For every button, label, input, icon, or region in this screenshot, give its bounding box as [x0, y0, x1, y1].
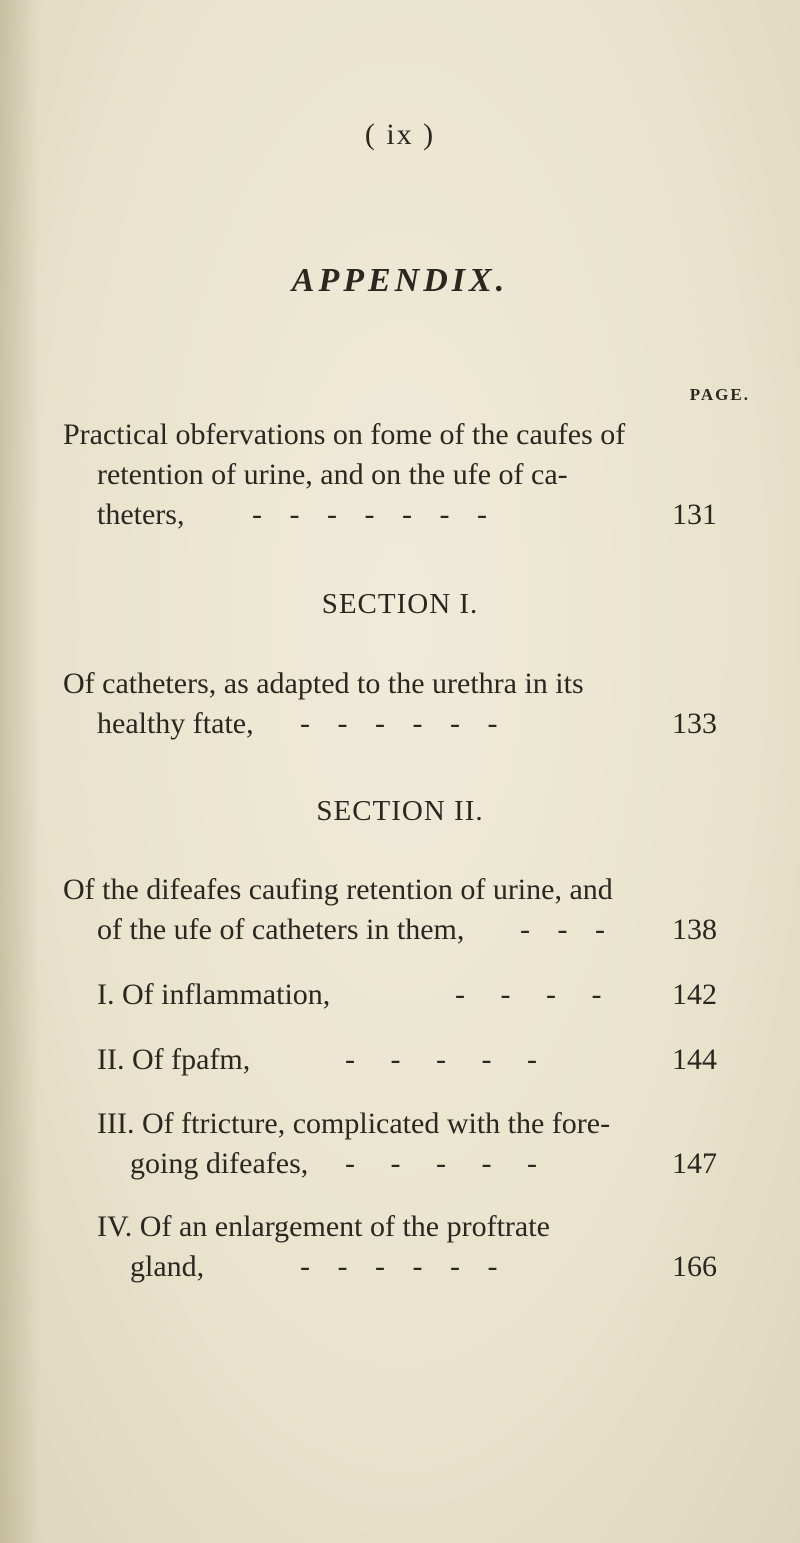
- page-folio: ( ix ): [364, 118, 436, 151]
- leader-dashes: - - -: [520, 913, 615, 946]
- toc-page-number: 131: [672, 498, 717, 531]
- toc-page-number: 144: [672, 1043, 717, 1076]
- section-heading: SECTION II.: [316, 795, 484, 827]
- toc-entry-text: theters,: [97, 498, 185, 531]
- section-heading: SECTION I.: [321, 588, 479, 620]
- toc-entry-text: Of the difeafes caufing retention of urine, and: [63, 873, 613, 906]
- page-column-label: PAGE.: [689, 385, 750, 404]
- leader-dashes: - - - - -: [345, 1147, 551, 1180]
- toc-page-number: 166: [672, 1250, 717, 1283]
- toc-entry-text: healthy ftate,: [97, 707, 254, 740]
- toc-page-number: 142: [672, 978, 717, 1011]
- toc-page-number: 138: [672, 913, 717, 946]
- toc-entry-text: IV. Of an enlargement of the proftrate: [97, 1210, 550, 1243]
- appendix-title: APPENDIX.: [291, 262, 509, 299]
- toc-entry-text: I. Of inflammation,: [97, 978, 331, 1011]
- toc-page-number: 133: [672, 707, 717, 740]
- toc-page-number: 147: [672, 1147, 717, 1180]
- leader-dashes: - - - - - -: [300, 1250, 508, 1283]
- leader-dashes: - - - - - -: [300, 707, 508, 740]
- toc-entry-text: Practical obfervations on fome of the caufes of: [63, 418, 626, 451]
- leader-dashes: - - - - -: [345, 1043, 551, 1076]
- leader-dashes: - - - -: [455, 978, 616, 1011]
- leader-dashes: - - - - - - -: [252, 498, 497, 531]
- toc-entry-text: gland,: [130, 1250, 205, 1283]
- page-gutter-shadow: [0, 0, 40, 1543]
- toc-entry-text: retention of urine, and on the ufe of ca-: [97, 458, 568, 491]
- toc-entry-text: III. Of ftricture, complicated with the fore-: [97, 1107, 611, 1140]
- toc-entry-text: Of catheters, as adapted to the urethra in its: [63, 667, 584, 700]
- toc-entry-text: of the ufe of catheters in them,: [97, 913, 465, 946]
- toc-entry-text: going difeafes,: [130, 1147, 309, 1180]
- toc-entry-text: II. Of fpafm,: [97, 1043, 251, 1076]
